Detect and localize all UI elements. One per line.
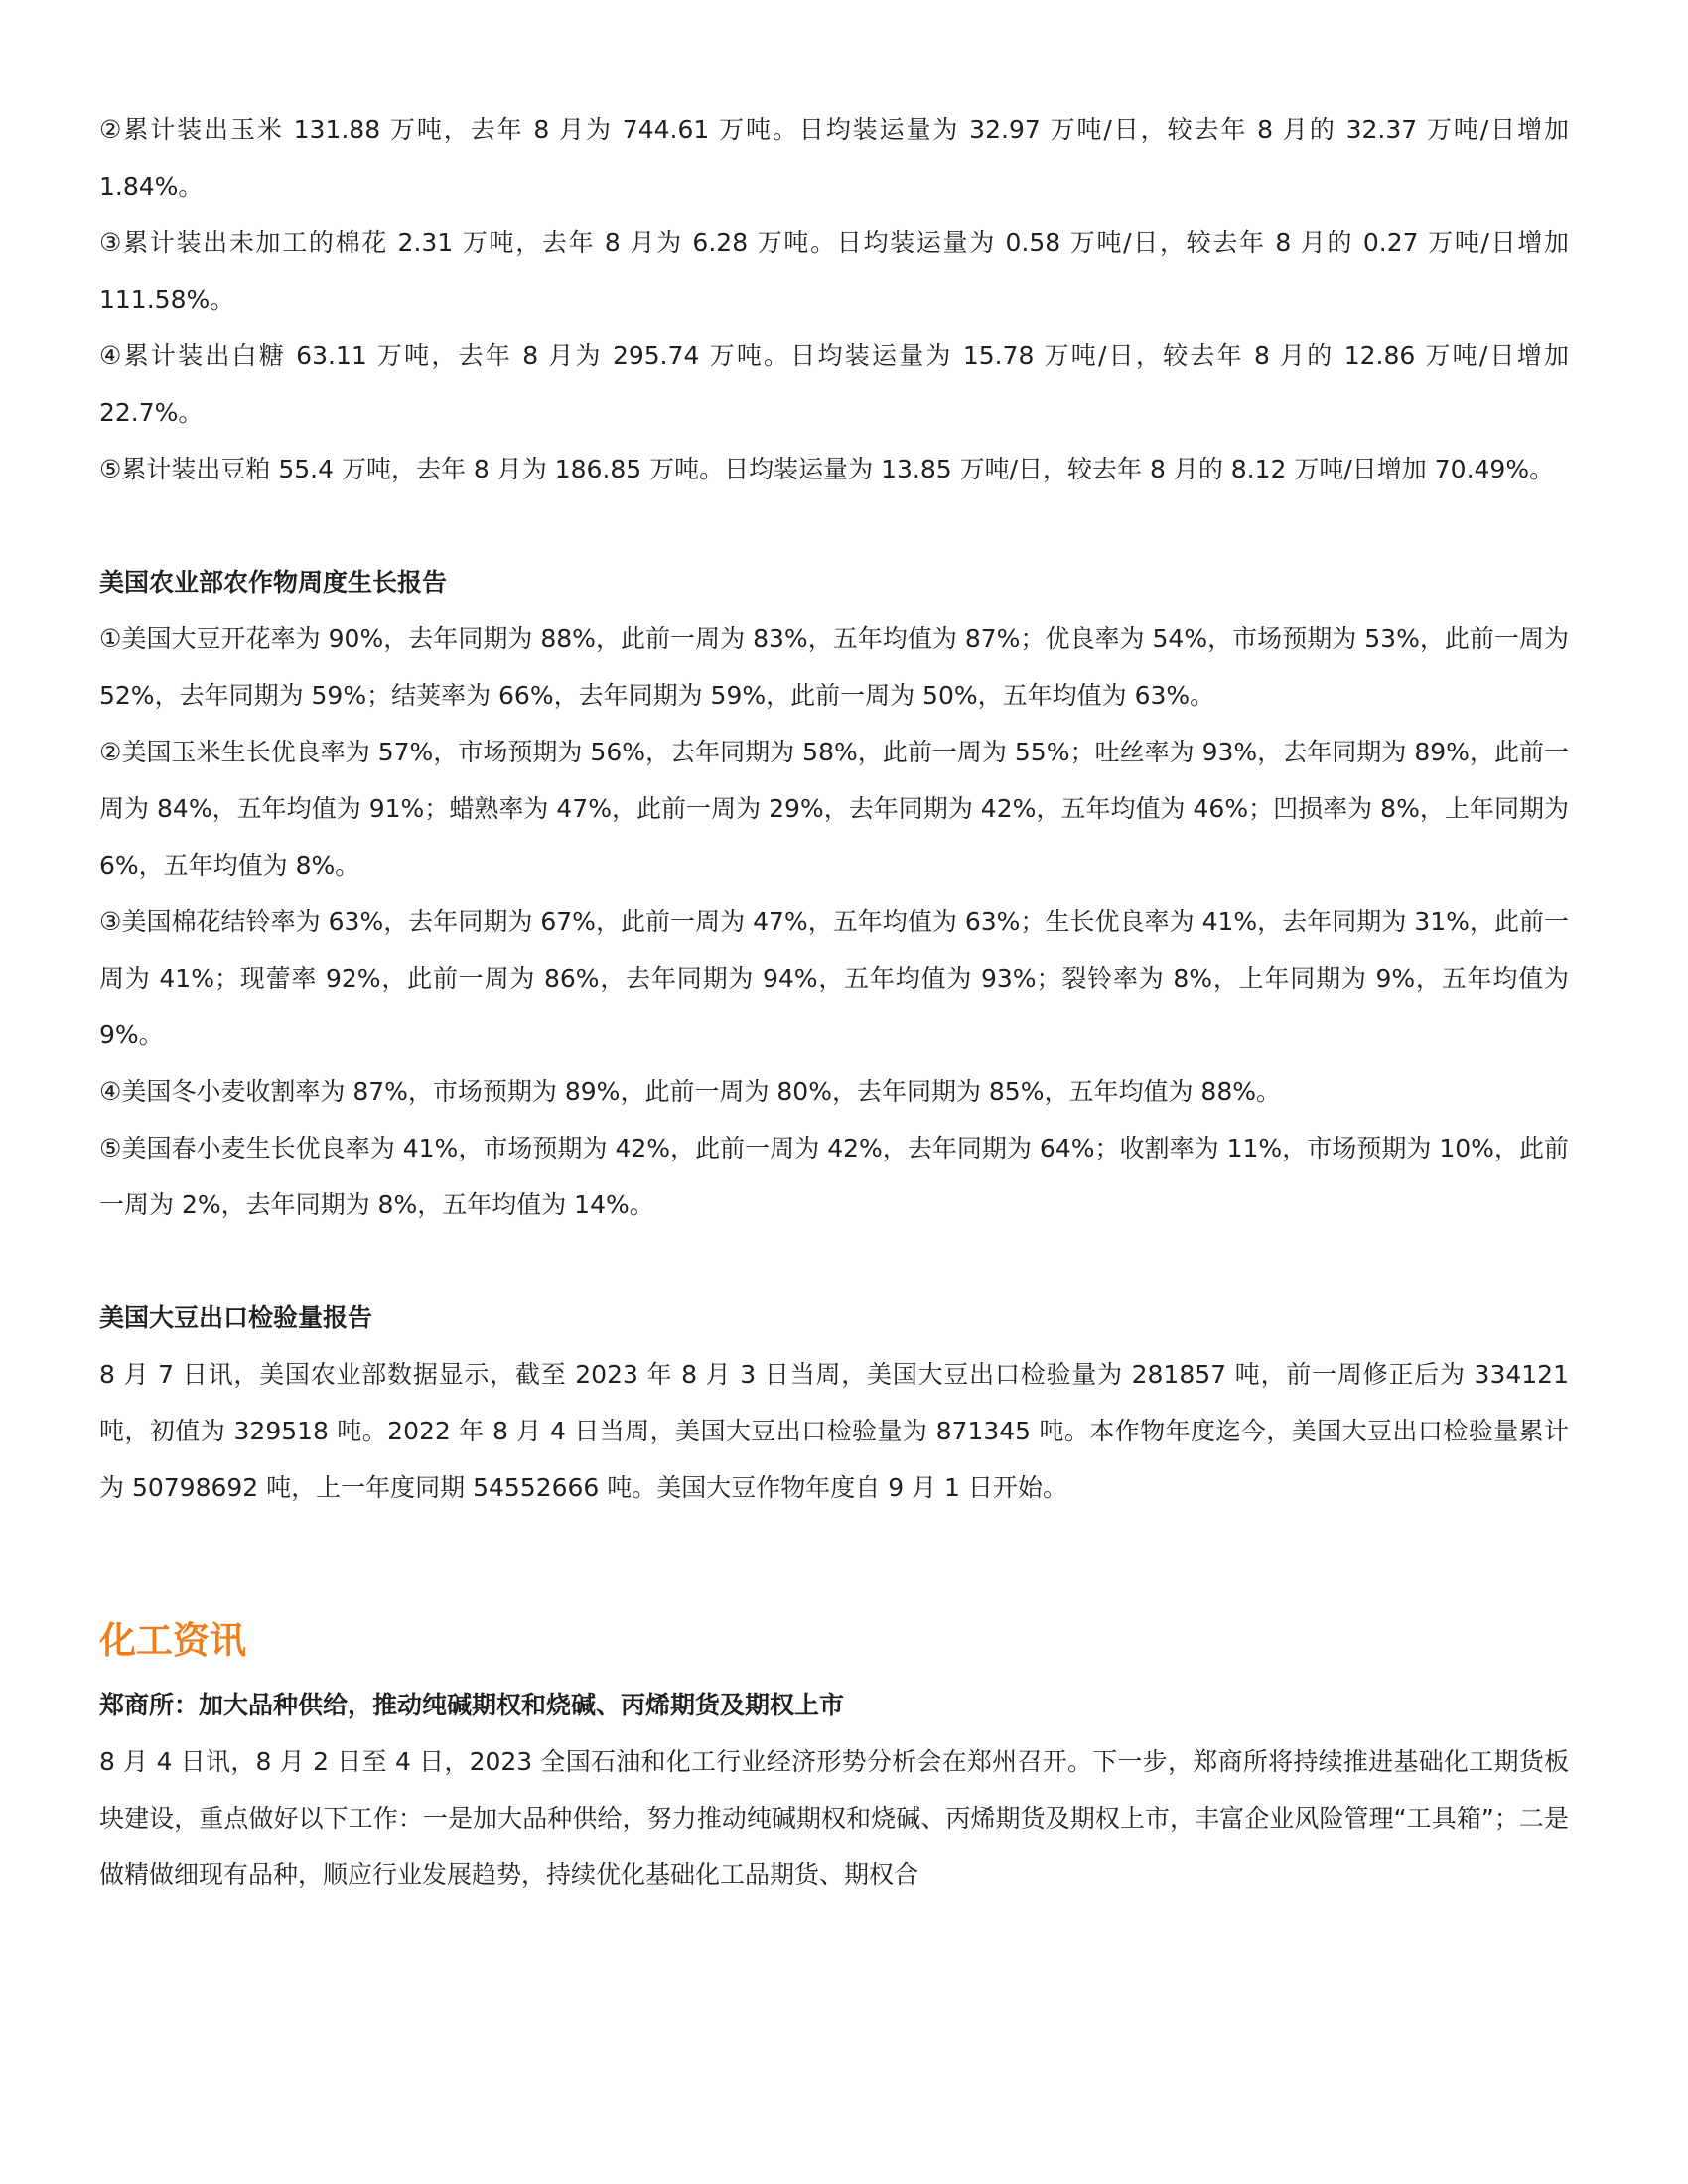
chemical-section	[99, 1611, 1569, 1903]
chemical-paragraph: 8 月 4 日讯，8 月 2 日至 4 日，2023 全国石油和化工行业经济形势分析会在郑州召开。下一步，郑商所将持续推进基础化工期货板块建设，重点做好以下工作：一是加大品种供给，努力推动纯碱期权和烧碱、丙烯期货及期权上市，丰富企业风险管理“工具箱”；二是做精做细现有品种，顺应行业发展趋势，持续优化基础化工品期货、期权合	[99, 1747, 1569, 1889]
chemical-heading: 郑商所：加大品种供给，推动纯碱期权和烧碱、丙烯期货及期权上市	[99, 1691, 845, 1719]
crop-cotton-paragraph: ③美国棉花结铃率为 63%，去年同期为 67%，此前一周为 47%，五年均值为 63%；生长优良率为 41%，去年同期为 31%，此前一周为 41%；现蕾率 92%，此前一周为 86%，去年同期为 94%，五年均值为 93%；裂铃率为 8%，上年同期为 9%，五年均值为 9%。	[99, 907, 1569, 1049]
spacer	[99, 497, 1569, 554]
crop-report-heading: 美国农业部农作物周度生长报告	[99, 568, 448, 597]
soy-export-section	[99, 1290, 1569, 1516]
chemical-section-title: 化工资讯	[99, 1619, 246, 1662]
shipment-soymeal-paragraph: ⑤累计装出豆粕 55.4 万吨，去年 8 月为 186.85 万吨。日均装运量为 13.85 万吨/日，较去年 8 月的 8.12 万吨/日增加 70.49%。	[99, 455, 1555, 483]
soy-export-heading: 美国大豆出口检验量报告	[99, 1303, 373, 1332]
shipments-section	[99, 101, 1569, 497]
crop-report-section	[99, 554, 1569, 1233]
crop-soybean-paragraph: ①美国大豆开花率为 90%，去年同期为 88%，此前一周为 83%，五年均值为 87%；优良率为 54%，市场预期为 53%，此前一周为 52%，去年同期为 59%；结荚率为 66%，去年同期为 59%，此前一周为 50%，五年均值为 63%。	[99, 624, 1569, 710]
shipment-corn-paragraph: ②累计装出玉米 131.88 万吨，去年 8 月为 744.61 万吨。日均装运量为 32.97 万吨/日，较去年 8 月的 32.37 万吨/日增加 1.84%。	[99, 115, 1569, 201]
spacer	[99, 1233, 1569, 1290]
crop-corn-paragraph: ②美国玉米生长优良率为 57%，市场预期为 56%，去年同期为 58%，此前一周为 55%；吐丝率为 93%，去年同期为 89%，此前一周为 84%，五年均值为 91%；蜡熟率为 47%，此前一周为 29%，去年同期为 42%，五年均值为 46%；凹损率为 8%，上年同期为 6%，五年均值为 8%。	[99, 738, 1569, 880]
shipment-sugar-paragraph: ④累计装出白糖 63.11 万吨，去年 8 月为 295.74 万吨。日均装运量为 15.78 万吨/日，较去年 8 月的 12.86 万吨/日增加 22.7%。	[99, 341, 1569, 427]
document-page	[99, 101, 1569, 1903]
spacer	[99, 1516, 1569, 1611]
shipment-cotton-paragraph: ③累计装出未加工的棉花 2.31 万吨，去年 8 月为 6.28 万吨。日均装运量为 0.58 万吨/日，较去年 8 月的 0.27 万吨/日增加 111.58%。	[99, 228, 1569, 314]
soy-export-paragraph: 8 月 7 日讯，美国农业部数据显示，截至 2023 年 8 月 3 日当周，美国大豆出口检验量为 281857 吨，前一周修正后为 334121 吨，初值为 329518 吨。2022 年 8 月 4 日当周，美国大豆出口检验量为 871345 吨。本作物年度迄今，美国大豆出口检验量累计为 50798692 吨，上一年度同期 54552666 吨。美国大豆作物年度自 9 月 1 日开始。	[99, 1360, 1569, 1502]
crop-winter-wheat-paragraph: ④美国冬小麦收割率为 87%，市场预期为 89%，此前一周为 80%，去年同期为 85%，五年均值为 88%。	[99, 1077, 1281, 1106]
crop-spring-wheat-paragraph: ⑤美国春小麦生长优良率为 41%，市场预期为 42%，此前一周为 42%，去年同期为 64%；收割率为 11%，市场预期为 10%，此前一周为 2%，去年同期为 8%，五年均值为 14%。	[99, 1134, 1569, 1219]
